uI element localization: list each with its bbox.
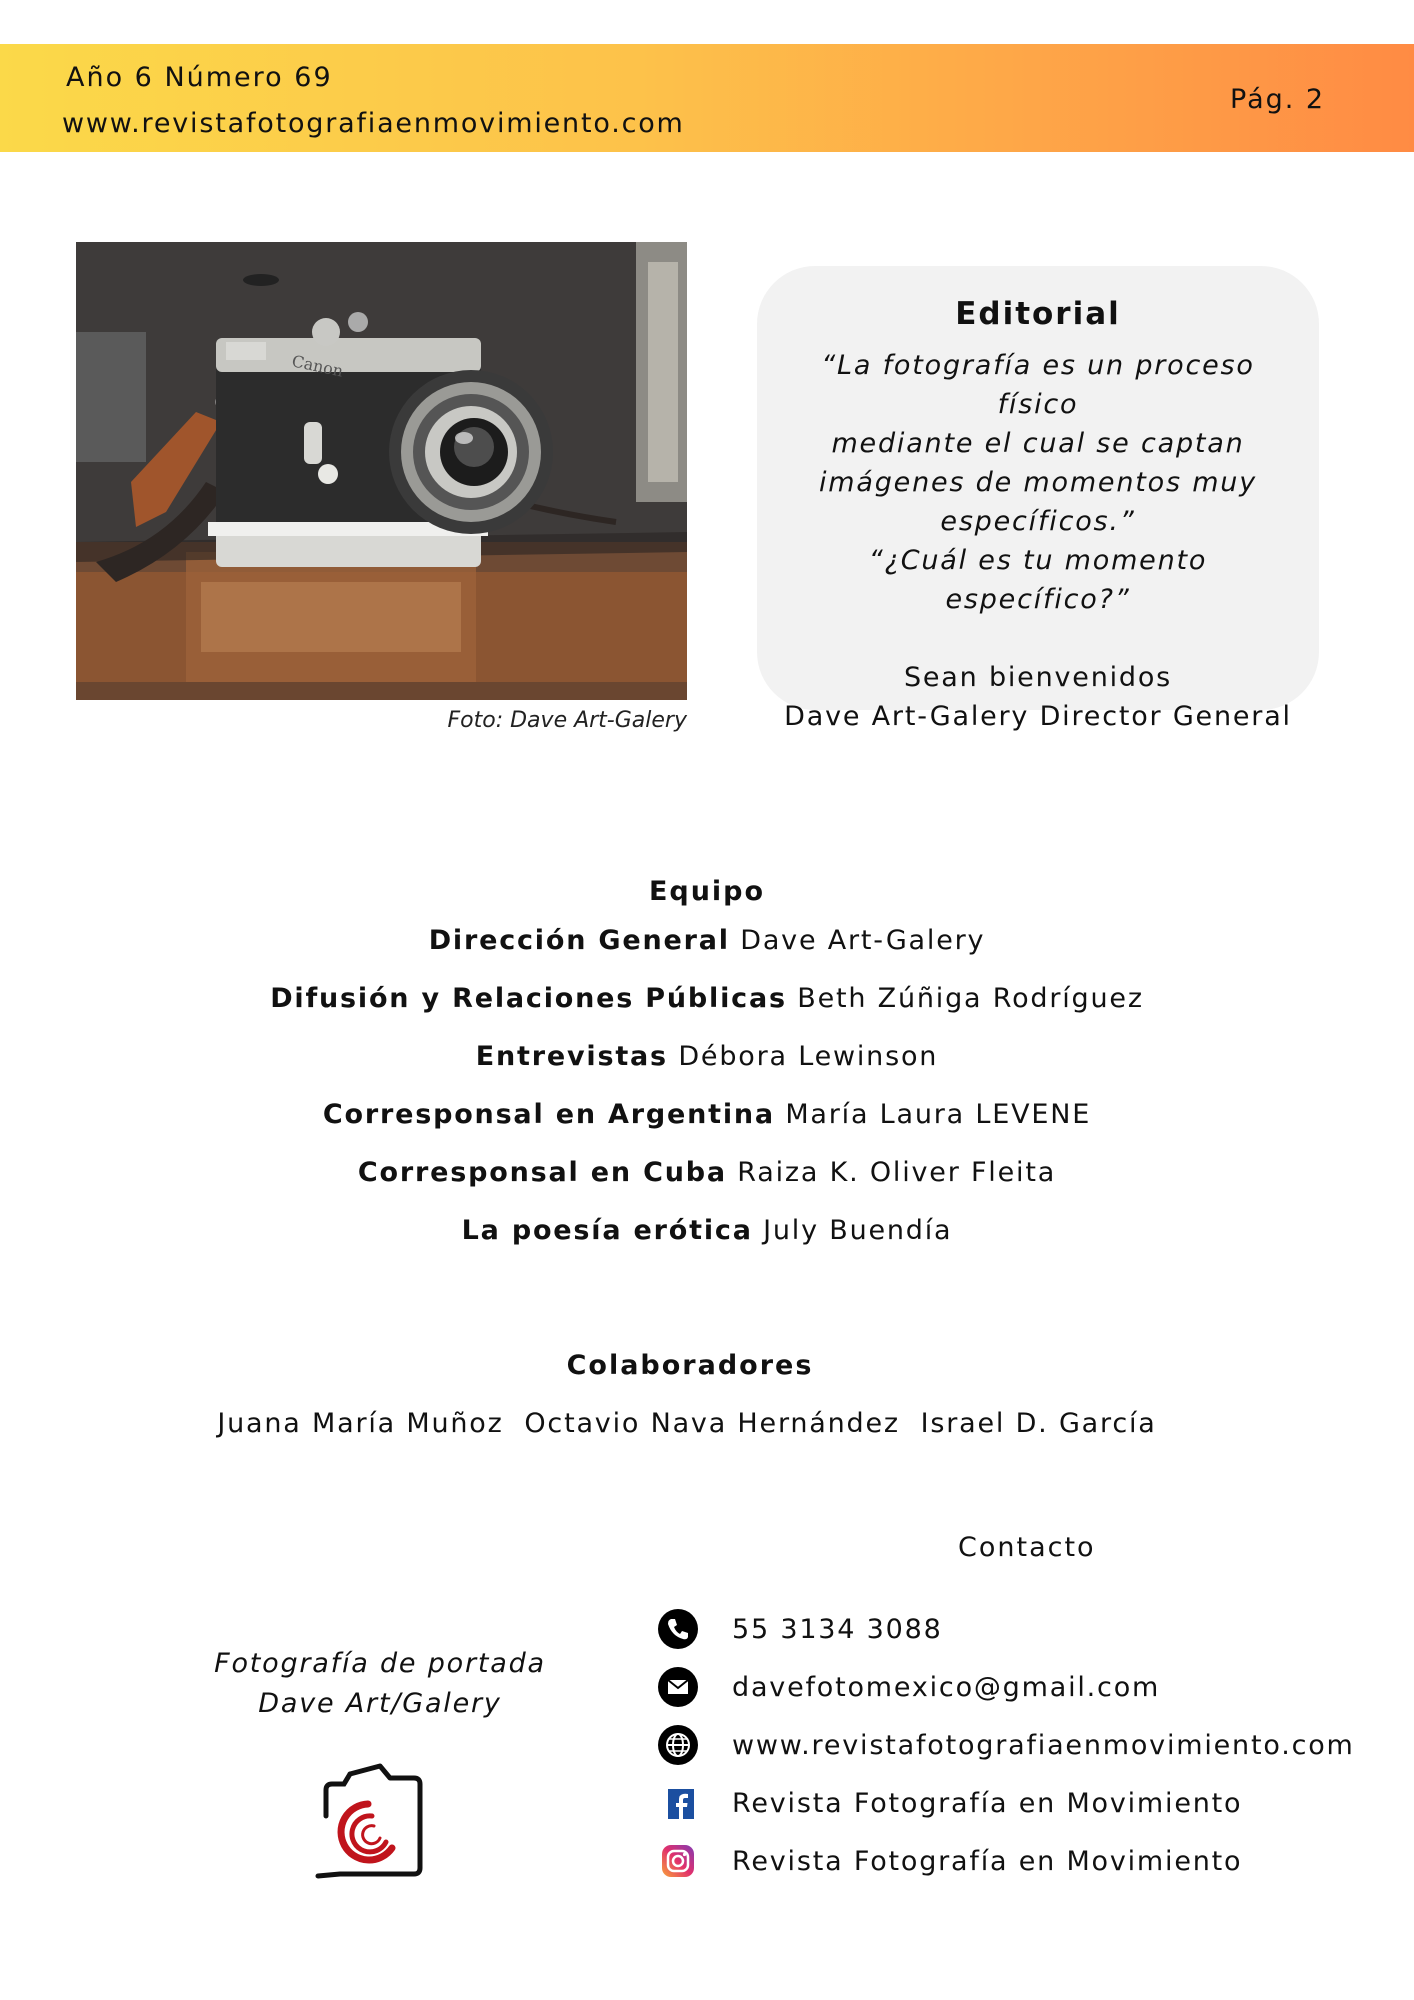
team-member: [0, 1086, 1414, 1144]
team-member: [0, 1028, 1414, 1086]
camera-brand: Canon: [290, 351, 346, 381]
member-name: July Buendía: [763, 1215, 953, 1246]
member-name: Raiza K. Oliver Fleita: [737, 1157, 1057, 1188]
quote-line: “¿Cuál es tu momento específico?”: [868, 545, 1208, 615]
contact-phone[interactable]: [658, 1600, 1355, 1658]
email-address: davefotomexico@gmail.com: [732, 1671, 1161, 1703]
editorial-box: [757, 266, 1319, 732]
contact-facebook[interactable]: [658, 1774, 1355, 1832]
member-role: Entrevistas: [475, 1041, 668, 1072]
page-number: Pág. 2: [1230, 84, 1326, 115]
quote-line: imágenes de momentos muy: [819, 467, 1257, 498]
editorial-quote: [757, 346, 1319, 619]
phone-icon: [658, 1609, 706, 1649]
contact-email[interactable]: [658, 1658, 1355, 1716]
contact-title: Contacto: [958, 1532, 1096, 1563]
phone-number: 55 3134 3088: [732, 1613, 943, 1645]
member-name: Dave Art-Galery: [740, 925, 986, 956]
facebook-icon: [658, 1783, 706, 1823]
editorial-title: Editorial: [955, 296, 1121, 332]
instagram-icon: [658, 1841, 706, 1881]
quote-line: mediante el cual se captan: [831, 428, 1245, 459]
globe-icon: [658, 1725, 706, 1765]
editorial-signature: [757, 658, 1319, 736]
quote-line: “La fotografía es un proceso físico: [821, 350, 1255, 420]
member-name: Beth Zúñiga Rodríguez: [797, 983, 1144, 1014]
camera-logo-icon: [310, 1756, 426, 1880]
collaborators-title: Colaboradores: [566, 1350, 814, 1381]
member-role: Difusión y Relaciones Públicas: [270, 983, 787, 1014]
member-role: La poesía erótica: [461, 1215, 753, 1246]
team-title: Equipo: [648, 876, 766, 907]
member-role: Dirección General: [428, 925, 730, 956]
website-url: www.revistafotografiaenmovimiento.com: [732, 1729, 1355, 1761]
quote-line: específicos.”: [940, 506, 1136, 537]
photo-caption: Foto: Dave Art-Galery: [447, 708, 687, 733]
collaborators-names: Juana María Muñoz Octavio Nava Hernández Israel D. García: [217, 1408, 1157, 1439]
team-member: [0, 1144, 1414, 1202]
cover-credit: [180, 1644, 580, 1724]
team-member: [0, 1202, 1414, 1260]
facebook-page: Revista Fotografía en Movimiento: [732, 1787, 1243, 1819]
instagram-page: Revista Fotografía en Movimiento: [732, 1845, 1243, 1877]
member-name: Débora Lewinson: [678, 1041, 939, 1072]
contact-instagram[interactable]: [658, 1832, 1355, 1890]
welcome-text: Sean bienvenidos: [903, 662, 1173, 693]
contact-list: [658, 1600, 1355, 1890]
cover-credit-author: Dave Art/Galery: [258, 1688, 502, 1719]
camera-photo: [76, 242, 687, 700]
member-role: Corresponsal en Argentina: [322, 1099, 775, 1130]
member-name: María Laura LEVENE: [785, 1099, 1092, 1130]
issue-number: Año 6 Número 69: [66, 62, 333, 93]
email-icon: [658, 1667, 706, 1707]
contact-website[interactable]: [658, 1716, 1355, 1774]
cover-credit-label: Fotografía de portada: [214, 1648, 546, 1679]
header-url[interactable]: www.revistafotografiaenmovimiento.com: [62, 108, 685, 139]
team-member: [0, 970, 1414, 1028]
team-member: [0, 912, 1414, 970]
team-section: [0, 872, 1414, 1260]
director-signature: Dave Art-Galery Director General: [784, 701, 1292, 732]
member-role: Corresponsal en Cuba: [357, 1157, 727, 1188]
